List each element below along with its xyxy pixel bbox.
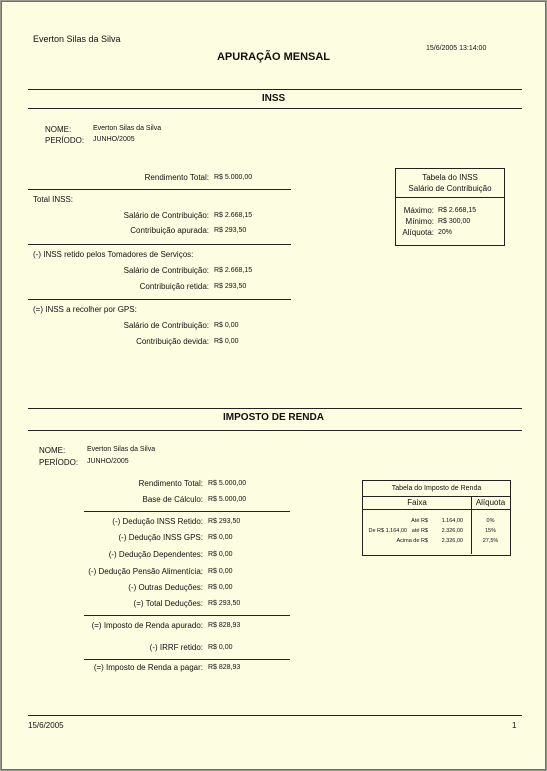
ir-apurado-label: (=) Imposto de Renda apurado: [91,621,203,630]
footer-page-number: 1 [512,721,517,730]
inss-table [395,168,505,246]
ir-rendimento-value: R$ 5.000,00 [208,480,247,487]
ir-table-row-faixa-value: 2.326,00 [441,528,463,534]
inss-rendimento-value: R$ 5.000,00 [214,174,253,181]
ir-nome-value: Everton Silas da Silva [87,446,156,453]
report-page [1,1,546,770]
divider [28,108,522,109]
divider [84,511,290,512]
inss-total-contrib-value: R$ 293,50 [214,227,247,234]
ir-irrf-label: (-) IRRF retido: [149,643,203,652]
inss-table-maximo-label: Máximo: [403,206,434,215]
ir-table-col-aliquota: Alíquota [475,498,506,507]
report-title: APURAÇÃO MENSAL [216,51,331,63]
divider [363,509,510,510]
inss-total-salario-value: R$ 2.668,15 [214,212,253,219]
inss-gps-salario-value: R$ 0,00 [214,322,239,329]
ir-ded-pensao-value: R$ 0,00 [208,568,233,575]
ir-outras-label: (-) Outras Deduções: [128,583,203,592]
header-datetime: 15/6/2005 13:14:00 [426,45,487,52]
ir-table-row-faixa-value: 2.326,00 [441,538,463,544]
ir-table-row-faixa-prefix: De R$ 1.164,00 [368,528,407,534]
inss-periodo-label: PERÍODO: [45,136,85,145]
divider [28,244,291,245]
inss-total-salario-label: Salário de Contribuição: [123,211,209,220]
inss-gps-salario-label: Salário de Contribuição: [123,321,209,330]
inss-retido-salario-value: R$ 2.668,15 [214,267,253,274]
ir-table-row-faixa-mid: Até R$ [411,518,428,524]
inss-table-title-1: Tabela do INSS [422,173,478,182]
divider [28,430,522,431]
inss-table-aliquota-label: Alíquota: [402,228,434,237]
inss-retido-salario-label: Salário de Contribuição: [123,266,209,275]
inss-rendimento-label: Rendimento Total: [144,173,209,182]
ir-apagar-value: R$ 828,93 [208,664,241,671]
divider [84,659,290,660]
inss-total-label: Total INSS: [33,195,74,204]
inss-table-aliquota-value: 20% [438,229,453,236]
ir-table-row-faixa-value: 1.164,00 [441,518,463,524]
ir-table-row-faixa-mid: Acima de R$ [396,538,428,544]
inss-retido-contrib-label: Contribuição retida: [139,282,209,291]
ir-ded-inss-gps-label: (-) Dedução INSS GPS: [118,533,203,542]
inss-periodo-value: JUNHO/2005 [93,136,135,143]
divider [28,715,522,716]
divider [84,615,290,616]
ir-apurado-value: R$ 828,93 [208,622,241,629]
ir-table [362,480,511,556]
ir-irrf-value: R$ 0,00 [208,644,233,651]
header-name: Everton Silas da Silva [33,34,121,44]
inss-gps-label: (=) INSS a recolher por GPS: [33,305,137,314]
inss-retido-label: (-) INSS retido pelos Tomadores de Serviços: [33,250,194,259]
ir-table-col-faixa: Faixa [407,498,427,507]
ir-total-ded-label: (=) Total Deduções: [133,599,203,608]
ir-ded-pensao-label: (-) Dedução Pensão Alimentícia: [88,567,203,576]
inss-nome-value: Everton Silas da Silva [93,125,162,132]
inss-table-maximo-value: R$ 2.668,15 [438,207,477,214]
ir-table-row-faixa-mid: até R$ [411,528,428,534]
ir-base-value: R$ 5.000,00 [208,496,247,503]
ir-periodo-value: JUNHO/2005 [87,458,129,465]
ir-table-row-aliquota: 0% [486,518,495,524]
ir-outras-value: R$ 0,00 [208,584,233,591]
ir-table-title: Tabela do Imposto de Renda [391,485,482,492]
divider [28,299,291,300]
ir-rendimento-label: Rendimento Total: [138,479,203,488]
divider [28,189,291,190]
inss-retido-contrib-value: R$ 293,50 [214,283,247,290]
inss-total-contrib-label: Contribuição apurada: [130,226,209,235]
inss-gps-contrib-value: R$ 0,00 [214,338,239,345]
ir-apagar-label: (=) Imposto de Renda a pagar: [93,663,203,672]
divider [396,197,504,198]
divider [363,496,510,497]
inss-table-minimo-label: Mínimo: [405,217,434,226]
ir-periodo-label: PERÍODO: [39,458,79,467]
inss-section-title: INSS [261,93,286,104]
divider [28,89,522,90]
ir-section-title: IMPOSTO DE RENDA [223,412,324,423]
ir-table-row-aliquota: 15% [484,528,496,534]
ir-table-row-aliquota: 27,5% [482,538,499,544]
inss-gps-contrib-label: Contribuição devida: [136,337,209,346]
ir-nome-label: NOME: [39,446,66,455]
divider [28,408,522,409]
footer-date: 15/6/2005 [28,721,64,730]
ir-base-label: Base de Cálculo: [142,495,203,504]
ir-total-ded-value: R$ 293,50 [208,600,241,607]
inss-table-title-2: Salário de Contribuição [408,184,492,193]
ir-ded-dependentes-value: R$ 0,00 [208,551,233,558]
ir-ded-inss-retido-label: (-) Dedução INSS Retido: [112,517,203,526]
ir-ded-inss-gps-value: R$ 0,00 [208,534,233,541]
ir-ded-dependentes-label: (-) Dedução Dependentes: [108,550,203,559]
column-divider [471,496,472,554]
inss-table-minimo-value: R$ 300,00 [438,218,471,225]
inss-nome-label: NOME: [45,125,72,134]
ir-ded-inss-retido-value: R$ 293,50 [208,518,241,525]
